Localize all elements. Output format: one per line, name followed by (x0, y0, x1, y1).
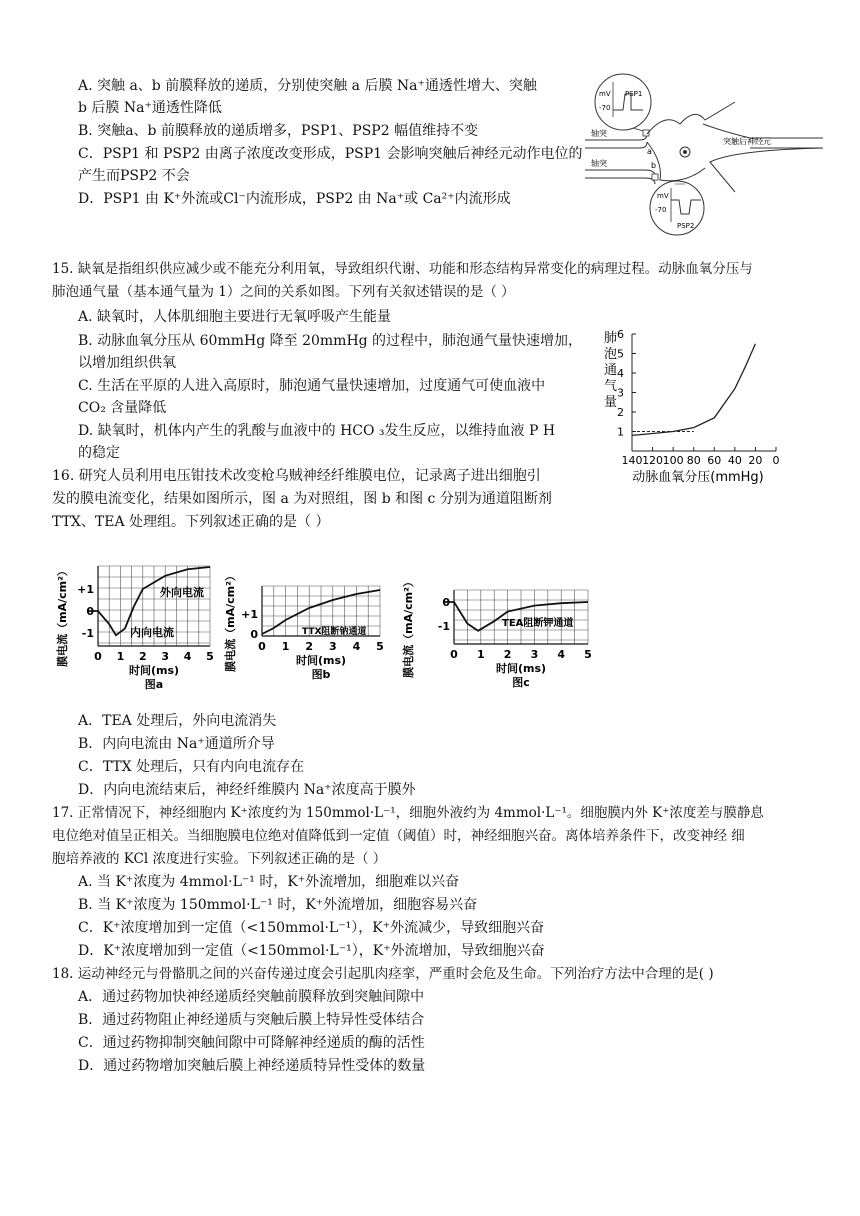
psp2-mv-label: mV (657, 192, 669, 200)
x-axis-label: 时间(ms) (295, 654, 347, 667)
q17-stem-line1: 17. 正常情况下，神经细胞内 K⁺浓度约为 150mmol·L⁻¹，细胞外液约为 4mmol·L⁻¹。细胞膜内外 K⁺浓度差与膜静息 (52, 805, 764, 821)
q17-option-b: B. 当 K⁺浓度为 150mmol·L⁻¹ 时，K⁺外流增加，细胞容易兴奋 (78, 897, 478, 913)
curve-annotation: TEA阻断钾通道 (502, 618, 574, 629)
x-axis-label: 时间(ms) (128, 664, 180, 677)
ventilation-curve (632, 344, 755, 436)
figure-caption: 图a (144, 678, 164, 691)
x-tick-label: 4 (352, 640, 361, 653)
y-tick-label: 0 (86, 605, 94, 618)
q14-option-b: B. 突触a、b 前膜释放的递质增多，PSP1、PSP2 幅值维持不变 (78, 123, 479, 139)
x-tick-label: 0 (258, 640, 266, 653)
y-tick-label: 4 (617, 367, 624, 380)
y-tick-label: +1 (241, 608, 258, 621)
synapse-b-label: b (651, 161, 657, 170)
psp1-label: PSP1 (625, 90, 643, 98)
y-tick-label: 3 (617, 386, 624, 400)
current-chart-b (222, 556, 397, 701)
q15-stem-line1: 15. 缺氧是指组织供应减少或不能充分利用氧，导致组织代谢、功能和形态结构异常变化的病理过程。动脉血氧分压与 (52, 261, 753, 277)
x-tick-label: 1 (281, 640, 290, 653)
y-axis-label: 肺泡通气量 (604, 331, 618, 410)
x-tick-label: 3 (328, 640, 337, 653)
synapse-a-label: a (647, 147, 652, 156)
y-tick-label: -1 (81, 627, 94, 640)
x-tick-label: 5 (584, 648, 592, 661)
x-tick-label: 0 (772, 454, 780, 467)
x-tick-label: 0 (94, 650, 102, 663)
figure-caption: 图c (512, 676, 530, 689)
x-tick-label: 4 (557, 648, 566, 661)
q14-option-a-line2: b 后膜 Na⁺通透性降低 (78, 100, 222, 116)
y-tick-label: 5 (617, 347, 624, 361)
synapse-diagram (585, 72, 825, 237)
ventilation-chart (596, 326, 786, 491)
curve-annotation: 内向电流 (130, 626, 174, 639)
q15-option-a: A. 缺氧时，人体肌细胞主要进行无氧呼吸产生能量 (78, 309, 392, 325)
q15-stem-line2: 肺泡通气量（基本通气量为 1）之间的关系如图。下列有关叙述错误的是（ ） (52, 284, 515, 300)
x-tick-label: 100 (662, 454, 684, 467)
x-axis-label: 动脉血氧分压(mmHg) (632, 470, 764, 485)
q15-option-b-line1: B. 动脉血氧分压从 60mmHg 降至 20mmHg 的过程中，肺泡通气量快速增加， (78, 333, 583, 349)
x-tick-label: 120 (642, 454, 664, 467)
y-tick-label: 0 (442, 596, 450, 609)
q16-option-b: B．内向电流由 Na⁺通道所介导 (78, 736, 275, 752)
x-tick-label: 2 (138, 650, 147, 663)
q18-option-d: D．通过药物增加突触后膜上神经递质特异性受体的数量 (78, 1058, 426, 1074)
q17-option-d: D．K⁺浓度增加到一定值（<150mmol·L⁻¹），K⁺外流增加，导致细胞兴奋 (78, 943, 545, 959)
x-axis-label: 时间(ms) (495, 662, 547, 675)
x-tick-label: 1 (476, 648, 485, 661)
q16-stem-line2: 发的膜电流变化，结果如图所示，图 a 为对照组，图 b 和图 c 分别为通道阻断剂 (52, 491, 552, 507)
y-tick-label: -1 (437, 620, 450, 633)
q15-option-c-line1: C. 生活在平原的人进入高原时，肺泡通气量快速增加，过度通气可使血液中 (78, 378, 546, 394)
q18-option-c: C．通过药物抑制突触间隙中可降解神经递质的酶的活性 (78, 1035, 425, 1051)
x-tick-label: 3 (530, 648, 539, 661)
x-tick-label: 1 (116, 650, 125, 663)
q17-stem-line3: 胞培养液的 KCl 浓度进行实验。下列叙述正确的是（ ） (52, 851, 387, 867)
q16-stem-line3: TTX、TEA 处理组。下列叙述正确的是（ ） (52, 514, 330, 530)
psp1-minus70-label: -70 (599, 104, 611, 112)
psp1-mv-label: mV (599, 90, 611, 98)
y-tick-label: +1 (77, 583, 94, 596)
q15-option-d-line1: D. 缺氧时，机体内产生的乳酸与血液中的 HCO ₃发生反应，以维持血液 P H (78, 423, 556, 439)
axon-bottom-label: 轴突 (591, 159, 607, 168)
y-tick-label: 6 (617, 328, 624, 341)
q14-option-a-line1: A. 突触 a、b 前膜释放的递质，分别使突触 a 后膜 Na⁺通透性增大、突触 (78, 78, 537, 94)
q17-option-c: C．K⁺浓度增加到一定值（<150mmol·L⁻¹），K⁺外流减少，导致细胞兴奋 (78, 920, 545, 936)
q16-option-d: D．内向电流结束后，神经纤维膜内 Na⁺浓度高于膜外 (78, 782, 416, 798)
x-tick-label: 20 (748, 454, 763, 467)
y-tick-label: 2 (617, 406, 624, 419)
axon-top-label: 轴突 (591, 129, 607, 138)
curve-annotation: TTX阻断钠通道 (302, 627, 367, 637)
current-chart-c (400, 556, 600, 701)
q18-stem: 18. 运动神经元与骨骼肌之间的兴奋传递过度会引起肌肉痉挛，严重时会危及生命。下列治疗方法中合理的是( ) (52, 966, 714, 982)
x-tick-label: 40 (727, 454, 742, 467)
q16-option-c: C．TTX 处理后，只有内向电流存在 (78, 759, 305, 775)
x-tick-label: 5 (376, 640, 384, 653)
y-axis-label: 膜电流（mA/cm²） (56, 565, 69, 667)
current-chart-a (52, 556, 227, 701)
x-tick-label: 4 (183, 650, 192, 663)
x-tick-label: 2 (503, 648, 512, 661)
curve-annotation: 外向电流 (160, 586, 204, 599)
y-tick-label: 1 (617, 425, 624, 439)
x-tick-label: 5 (206, 650, 214, 663)
q15-option-d-line2: 的稳定 (78, 445, 120, 461)
q14-option-c-line2: 产生而PSP2 不会 (78, 168, 190, 184)
x-tick-label: 3 (161, 650, 170, 663)
q15-option-c-line2: CO₂ 含量降低 (78, 400, 167, 416)
postsynaptic-neuron-label: 突触后神经元 (723, 137, 771, 146)
y-axis-label: 膜电流（mA/cm²） (224, 570, 237, 672)
x-tick-label: 0 (450, 648, 458, 661)
q17-stem-line2: 电位绝对值呈正相关。当细胞膜电位绝对值降低到一定值（阈值）时，神经细胞兴奋。离体培养条件下，改变神经 细 (52, 828, 745, 844)
x-tick-label: 60 (707, 454, 722, 467)
psp2-label: PSP2 (677, 222, 695, 230)
x-tick-label: 140 (621, 454, 643, 467)
psp2-minus70-label: -70 (655, 206, 667, 214)
q17-option-a: A. 当 K⁺浓度为 4mmol·L⁻¹ 时，K⁺外流增加，细胞难以兴奋 (78, 874, 460, 890)
q14-option-d: D．PSP1 由 K⁺外流或Cl⁻内流形成，PSP2 由 Na⁺或 Ca²⁺内流形成 (78, 191, 511, 207)
q18-option-a: A．通过药物加快神经递质经突触前膜释放到突触间隙中 (78, 989, 425, 1005)
q15-option-b-line2: 以增加组织供氧 (78, 355, 176, 371)
q16-option-a: A．TEA 处理后，外向电流消失 (78, 713, 277, 729)
y-tick-label: 0 (250, 628, 258, 641)
y-axis-label: 膜电流（mA/cm²） (402, 576, 415, 678)
x-tick-label: 2 (305, 640, 314, 653)
q18-option-b: B．通过药物阻止神经递质与突触后膜上特异性受体结合 (78, 1012, 425, 1028)
figure-caption: 图b (311, 668, 331, 681)
q16-stem-line1: 16. 研究人员利用电压钳技术改变枪乌贼神经纤维膜电位，记录离子进出细胞引 (52, 468, 541, 484)
q14-option-c-line1: C．PSP1 和 PSP2 由离子浓度改变形成，PSP1 会影响突触后神经元动作电位的 (78, 146, 583, 162)
x-tick-label: 80 (686, 454, 701, 467)
